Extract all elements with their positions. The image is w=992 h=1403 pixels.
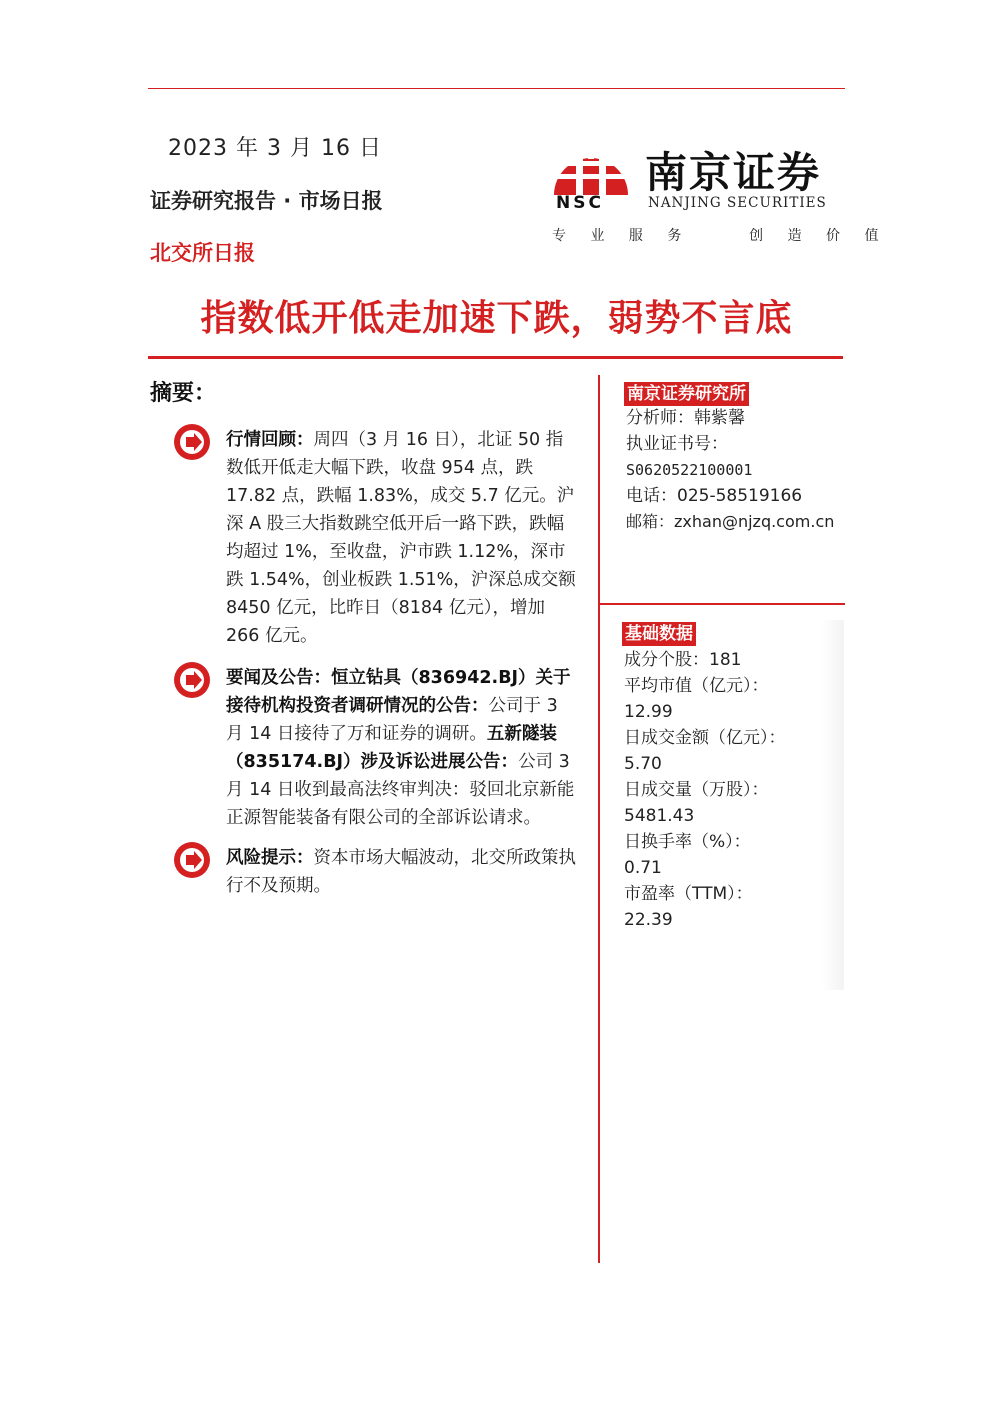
nsc-emblem-icon bbox=[552, 141, 630, 197]
institute-title: 南京证券研究所 bbox=[624, 382, 749, 406]
email: 邮箱：zxhan@njzq.com.cn bbox=[626, 512, 835, 531]
basic-label: 市盈率（TTM）： bbox=[624, 884, 753, 904]
logo-nsc: NSC bbox=[556, 193, 604, 213]
top-rule bbox=[148, 88, 845, 89]
cert-number: S0620522100001 bbox=[626, 461, 753, 479]
basic-value: 5.70 bbox=[624, 754, 662, 774]
headline-rule bbox=[148, 356, 843, 359]
basic-stocks: 成分个股：181 bbox=[624, 650, 742, 670]
bullet-body-2: 公司 3 月 14 日收到最高法终审判决：驳回北京新能正源智能装备有限公司的全部诉讼请求。 bbox=[226, 752, 575, 828]
basic-value: 0.71 bbox=[624, 858, 662, 878]
arrow-bullet-icon bbox=[174, 424, 210, 460]
logo-slogan: 专 业 服 务 创 造 价 值 bbox=[552, 228, 889, 244]
arrow-bullet-icon bbox=[174, 842, 210, 878]
bullet-body: 资本市场大幅波动，北交所政策执行不及预期。 bbox=[226, 848, 576, 896]
column-divider bbox=[598, 375, 600, 1263]
bullet-text bbox=[226, 664, 578, 832]
basic-data-title: 基础数据 bbox=[622, 622, 696, 646]
report-series: 证券研究报告 · 市场日报 bbox=[150, 189, 383, 213]
headline: 指数低开低走加速下跌，弱势不言底 bbox=[200, 298, 793, 339]
bullet-text bbox=[226, 844, 578, 900]
basic-value: 12.99 bbox=[624, 702, 673, 722]
basic-value: 22.39 bbox=[624, 910, 673, 930]
basic-value: 5481.43 bbox=[624, 806, 695, 826]
logo-en-name: NANJING SECURITIES bbox=[648, 195, 827, 211]
bullet-body: 公司于 3 月 14 日接待了万和证券的调研。 bbox=[226, 696, 558, 744]
analyst-name: 分析师：韩紫馨 bbox=[626, 408, 745, 428]
abstract-title: 摘要： bbox=[150, 381, 217, 406]
bullet-label: 行情回顾： bbox=[226, 430, 314, 450]
bullet-label: 风险提示： bbox=[226, 848, 314, 868]
report-subseries: 北交所日报 bbox=[150, 241, 255, 265]
bullet-label: 要闻及公告：恒立钻具（836942.BJ）关于接待机构投资者调研情况的公告： bbox=[226, 668, 571, 716]
sidebar-shade bbox=[822, 620, 844, 990]
basic-label: 日成交量（万股）： bbox=[624, 780, 769, 800]
report-date: 2023 年 3 月 16 日 bbox=[168, 136, 382, 161]
logo-cn-name: 南京证券 bbox=[645, 148, 822, 197]
bullet-text bbox=[226, 426, 578, 650]
bullet-label-2: 五新隧装（835174.BJ）涉及诉讼进展公告： bbox=[226, 724, 557, 772]
basic-label: 日成交金额（亿元）： bbox=[624, 728, 786, 748]
sidebar-section-rule bbox=[599, 603, 845, 605]
phone: 电话：025-58519166 bbox=[626, 486, 803, 506]
basic-label: 平均市值（亿元）： bbox=[624, 676, 769, 696]
basic-label: 日换手率（%）： bbox=[624, 832, 751, 852]
bullet-body: 周四（3 月 16 日），北证 50 指数低开低走大幅下跌，收盘 954 点，跌 17.82 点，跌幅 1.83%，成交 5.7 亿元。沪深 A 股三大指数跳空低开后一路下跌，跌幅均超过 1%，至收盘，沪市跌 1.12%，深市跌 1.54%，创业板跌 1.51%，沪深总成交额 8450 亿元，比昨日（8184 亿元），增加 266 亿元。 bbox=[226, 430, 576, 646]
arrow-bullet-icon bbox=[174, 662, 210, 698]
cert-label: 执业证书号： bbox=[626, 434, 728, 454]
